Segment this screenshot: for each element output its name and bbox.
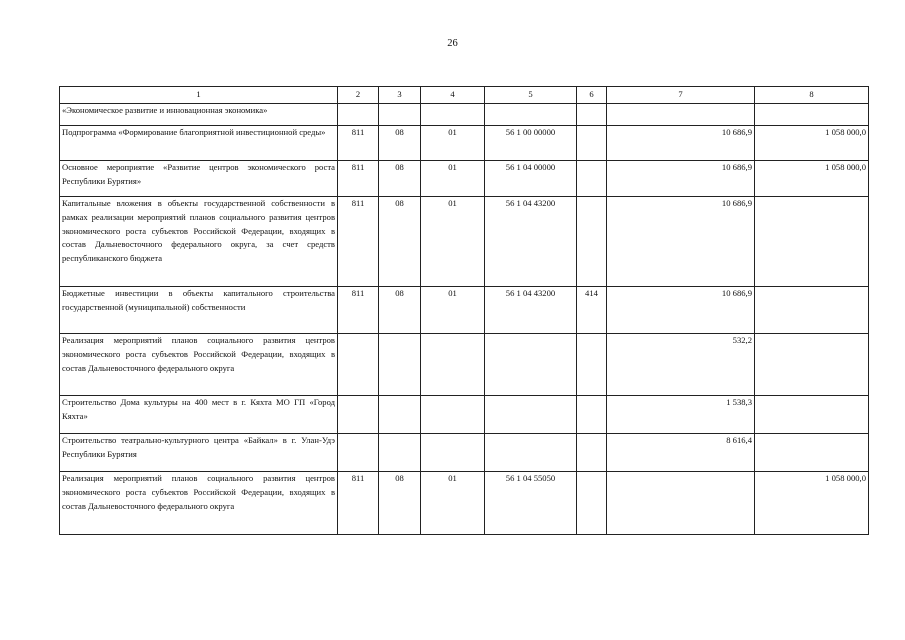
cell-target-article: 56 1 04 43200	[485, 287, 577, 334]
table-row	[60, 287, 869, 334]
cell-subsection: 01	[421, 126, 485, 161]
cell-expense-type	[577, 434, 607, 472]
cell-section	[379, 396, 421, 434]
column-header: 6	[577, 87, 607, 104]
table-row	[60, 434, 869, 472]
table-row	[60, 396, 869, 434]
cell-ministry: 811	[338, 161, 379, 197]
cell-expense-type: 414	[577, 287, 607, 334]
cell-target-article	[485, 104, 577, 126]
cell-amount-col8	[755, 287, 869, 334]
column-header: 4	[421, 87, 485, 104]
cell-amount-col7: 10 686,9	[607, 197, 755, 287]
cell-amount-col7: 10 686,9	[607, 126, 755, 161]
cell-ministry: 811	[338, 126, 379, 161]
cell-subsection	[421, 396, 485, 434]
column-header: 3	[379, 87, 421, 104]
row-description: Реализация мероприятий планов социального развития центров экономического роста субъектов Российской Федерации, входящих в состав Дальневосточного федерального округа	[60, 334, 338, 396]
column-header: 8	[755, 87, 869, 104]
cell-subsection	[421, 434, 485, 472]
row-description: Подпрограмма «Формирование благоприятной инвестиционной среды»	[60, 126, 338, 161]
row-description: Строительство театрально-культурного центра «Байкал» в г. Улан-Удэ Республики Бурятия	[60, 434, 338, 472]
cell-ministry: 811	[338, 287, 379, 334]
cell-section: 08	[379, 161, 421, 197]
row-description: Строительство Дома культуры на 400 мест в г. Кяхта МО ГП «Город Кяхта»	[60, 396, 338, 434]
cell-subsection: 01	[421, 472, 485, 535]
row-description: Реализация мероприятий планов социального развития центров экономического роста субъектов Российской Федерации, входящих в состав Дальневосточного федерального округа	[60, 472, 338, 535]
row-description: «Экономическое развитие и инновационная экономика»	[60, 104, 338, 126]
cell-amount-col8: 1 058 000,0	[755, 472, 869, 535]
cell-ministry	[338, 434, 379, 472]
cell-amount-col7: 10 686,9	[607, 161, 755, 197]
cell-section: 08	[379, 287, 421, 334]
cell-target-article: 56 1 04 43200	[485, 197, 577, 287]
cell-expense-type	[577, 197, 607, 287]
cell-amount-col8	[755, 396, 869, 434]
cell-amount-col8	[755, 197, 869, 287]
column-header: 5	[485, 87, 577, 104]
row-description: Капитальные вложения в объекты государственной собственности в рамках реализации мероприятий планов социального развития центров экономического роста субъектов Российской Федерации, входящих в состав Дальневосточного федерального округа, за счет средств республиканского бюджета	[60, 197, 338, 287]
cell-ministry	[338, 104, 379, 126]
cell-amount-col8	[755, 104, 869, 126]
cell-expense-type	[577, 334, 607, 396]
cell-amount-col7: 1 538,3	[607, 396, 755, 434]
cell-subsection	[421, 334, 485, 396]
cell-target-article: 56 1 04 00000	[485, 161, 577, 197]
cell-section	[379, 104, 421, 126]
column-header: 1	[60, 87, 338, 104]
cell-amount-col8	[755, 334, 869, 396]
budget-table	[59, 86, 869, 535]
table-row	[60, 161, 869, 197]
table-row	[60, 334, 869, 396]
cell-target-article	[485, 396, 577, 434]
cell-amount-col7: 532,2	[607, 334, 755, 396]
cell-target-article	[485, 334, 577, 396]
cell-section: 08	[379, 197, 421, 287]
cell-expense-type	[577, 472, 607, 535]
cell-target-article	[485, 434, 577, 472]
table-header-row	[60, 87, 869, 104]
cell-expense-type	[577, 161, 607, 197]
cell-amount-col8	[755, 434, 869, 472]
cell-section: 08	[379, 126, 421, 161]
column-header: 7	[607, 87, 755, 104]
cell-target-article: 56 1 04 55050	[485, 472, 577, 535]
cell-expense-type	[577, 396, 607, 434]
cell-expense-type	[577, 104, 607, 126]
cell-subsection: 01	[421, 287, 485, 334]
cell-expense-type	[577, 126, 607, 161]
cell-amount-col8: 1 058 000,0	[755, 126, 869, 161]
cell-subsection: 01	[421, 161, 485, 197]
table-row	[60, 197, 869, 287]
cell-amount-col7	[607, 472, 755, 535]
cell-section: 08	[379, 472, 421, 535]
row-description: Основное мероприятие «Развитие центров экономического роста Республики Бурятия»	[60, 161, 338, 197]
cell-amount-col7	[607, 104, 755, 126]
table-row	[60, 126, 869, 161]
column-header: 2	[338, 87, 379, 104]
cell-amount-col7: 8 616,4	[607, 434, 755, 472]
cell-ministry: 811	[338, 197, 379, 287]
table-row	[60, 104, 869, 126]
cell-section	[379, 334, 421, 396]
cell-ministry	[338, 334, 379, 396]
table-row	[60, 472, 869, 535]
page-number: 26	[447, 38, 458, 49]
cell-section	[379, 434, 421, 472]
cell-target-article: 56 1 00 00000	[485, 126, 577, 161]
cell-amount-col7: 10 686,9	[607, 287, 755, 334]
cell-ministry: 811	[338, 472, 379, 535]
cell-ministry	[338, 396, 379, 434]
cell-subsection	[421, 104, 485, 126]
cell-subsection: 01	[421, 197, 485, 287]
row-description: Бюджетные инвестиции в объекты капитального строительства государственной (муниципальной) собственности	[60, 287, 338, 334]
cell-amount-col8: 1 058 000,0	[755, 161, 869, 197]
